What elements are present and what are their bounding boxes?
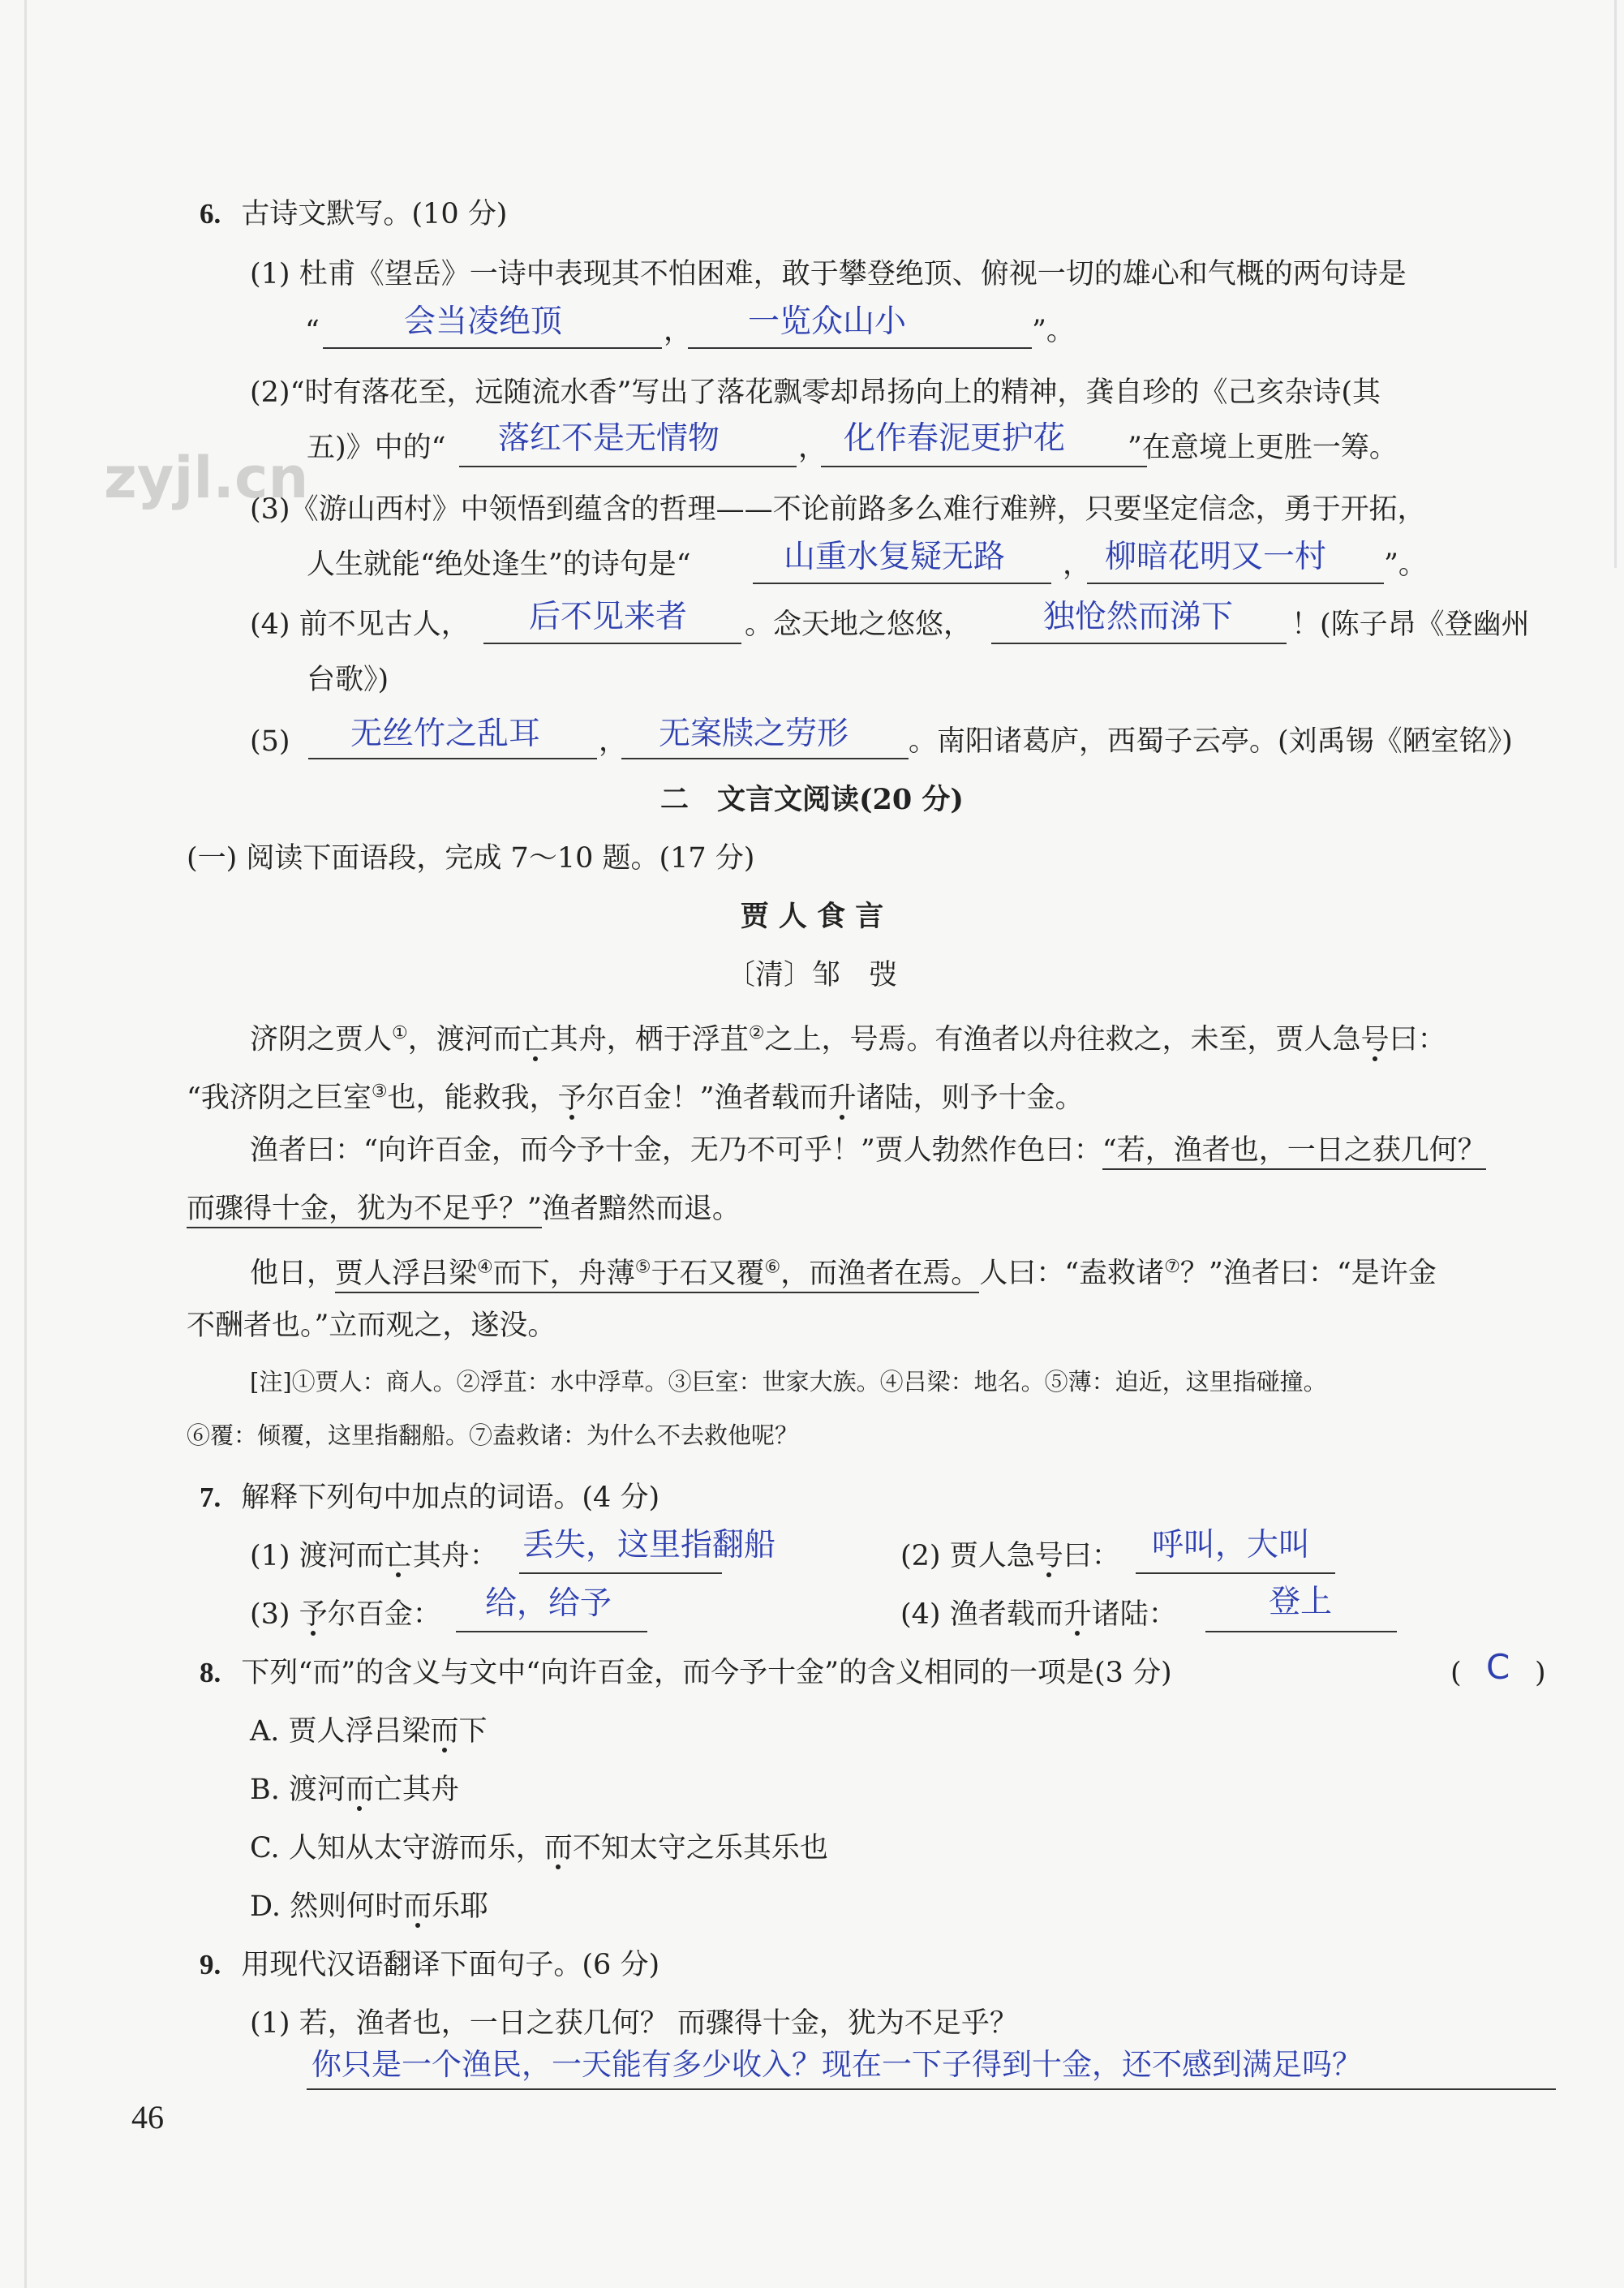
text: 人曰：“盍救诸 — [979, 1257, 1165, 1290]
text: 尔百金： — [327, 1598, 441, 1631]
q7-2-prompt — [900, 1537, 1120, 1576]
q6-2-suffix: ”在意境上更胜一筹。 — [1128, 432, 1398, 464]
question-9-heading — [200, 1946, 659, 1985]
question-title: 用现代汉语翻译下面句子。(6 分) — [241, 1949, 660, 1981]
text: D. 然则何时 — [250, 1890, 404, 1923]
text: (1) 渡河而 — [250, 1540, 385, 1572]
passage-line-2 — [187, 1073, 1084, 1118]
answer-line — [621, 758, 909, 759]
dotted-word: 亡 — [521, 1023, 550, 1056]
q6-2-prompt: (2)“时有落花至，远随流水香”写出了落花飘零却昂扬向上的精神，龚自珍的《己亥杂诗(其 — [250, 376, 1381, 409]
answer-line — [323, 347, 662, 349]
underlined-sentence: 而骤得十金，犹为不足乎？” — [187, 1193, 542, 1228]
handwritten-answer: 呼叫，大叫 — [1152, 1527, 1311, 1563]
part-intro: (一) 阅读下面语段，完成 7～10 题。(17 分) — [187, 842, 755, 875]
comma: ， — [599, 725, 628, 758]
dotted-word: 而 — [543, 1832, 573, 1864]
answer-line — [753, 583, 1051, 584]
page-number: 46 — [131, 2099, 164, 2135]
handwritten-answer: 落红不是无情物 — [498, 420, 720, 457]
q9-1-prompt: (1) 若，渔者也，一日之获几何？ 而骤得十金，犹为不足乎？ — [250, 2007, 1018, 2040]
text: 尔百金！”渔者载而 — [586, 1082, 828, 1115]
question-title: 古诗文默写。(10 分) — [241, 198, 508, 230]
comma: ， — [664, 315, 693, 347]
text: 诸陆： — [1091, 1598, 1177, 1631]
q7-1-prompt — [250, 1537, 498, 1576]
passage-title: 贾 人 食 言 — [740, 900, 884, 933]
option-c — [250, 1829, 828, 1868]
answer-line — [688, 347, 1032, 349]
dotted-word: 而 — [430, 1715, 459, 1748]
text: 乐耶 — [432, 1890, 489, 1923]
footnote-2: ⑥覆：倾覆，这里指翻船。⑦盍救诸：为什么不去救他呢？ — [187, 1421, 799, 1449]
text: 曰： — [1389, 1023, 1446, 1056]
answer-line — [307, 2088, 1556, 2090]
question-number: 6. — [200, 198, 221, 230]
text: (4) 渔者载而 — [900, 1598, 1063, 1631]
underlined-sentence — [335, 1258, 979, 1293]
q6-5-prefix: (5) — [250, 725, 290, 758]
watermark: zyjl.cn — [104, 445, 309, 511]
passage-line-5 — [250, 1248, 1437, 1293]
answer-line — [519, 1572, 722, 1574]
passage-line-3 — [250, 1131, 1486, 1170]
q6-1-prompt: (1) 杜甫《望岳》一诗中表现其不怕困难，敢于攀登绝顶、俯视一切的雄心和气概的两句诗是 — [250, 258, 1407, 290]
q6-4-middle: 。念天地之悠悠， — [745, 609, 973, 641]
text: 而下，舟薄 — [492, 1257, 635, 1290]
section-title: 二 文言文阅读(20 分) — [659, 783, 964, 816]
handwritten-answer: 无案牍之劳形 — [659, 716, 849, 752]
question-6-heading — [200, 195, 507, 234]
dotted-word: 而 — [403, 1890, 432, 1923]
text: 其舟： — [412, 1540, 498, 1572]
footnote-mark: ⑤ — [634, 1257, 651, 1277]
text: 下 — [458, 1715, 488, 1748]
text: B. 渡河 — [250, 1774, 346, 1806]
handwritten-answer: 会当凌绝顶 — [404, 303, 563, 340]
text: A. 贾人浮吕梁 — [250, 1715, 431, 1748]
question-number: 9. — [200, 1949, 221, 1980]
text: “我济阴之巨室 — [187, 1082, 372, 1115]
dotted-word: 予 — [557, 1082, 586, 1115]
text: C. 人知从太守游而乐， — [250, 1832, 544, 1864]
answer-line — [991, 643, 1287, 644]
question-number: 7. — [200, 1482, 221, 1513]
passage-author: 〔清〕邹 弢 — [726, 959, 897, 991]
text: 渔者黯然而退。 — [541, 1193, 741, 1225]
footnote-1: [注]①贾人：商人。②浮苴：水中浮草。③巨室：世家大族。④吕梁：地名。⑤薄：迫近，这里指碰撞。 — [250, 1368, 1327, 1396]
right-scan-edge — [1614, 0, 1617, 568]
handwritten-answer: 柳暗花明又一村 — [1105, 539, 1327, 575]
passage-line-4 — [187, 1189, 741, 1228]
answer-line — [308, 758, 597, 759]
text: (3) — [250, 1598, 299, 1631]
comma: ， — [1063, 548, 1092, 581]
option-d — [250, 1887, 488, 1926]
dotted-word: 号 — [1034, 1540, 1063, 1572]
text: 也，能救我， — [387, 1082, 558, 1115]
footnote-mark: ① — [392, 1023, 408, 1043]
q6-1-open-quote: “ — [305, 315, 320, 347]
left-scan-edge — [24, 0, 27, 2288]
handwritten-answer: 无丝竹之乱耳 — [350, 716, 541, 752]
question-title: 下列“而”的含义与文中“向许百金，而今予十金”的含义相同的一项是(3 分) — [241, 1657, 1172, 1689]
handwritten-answer: 山重水复疑无路 — [784, 539, 1006, 575]
close-quote: ”。 — [1032, 315, 1075, 347]
q7-3-prompt — [250, 1595, 441, 1634]
text: 不知太守之乐其乐也 — [572, 1832, 828, 1864]
q6-4-prefix: (4) 前不见古人， — [250, 609, 470, 641]
answer-bracket-close: ) — [1535, 1657, 1546, 1689]
close-quote: ”。 — [1384, 548, 1427, 581]
q6-5-suffix: 。南阳诸葛庐，西蜀子云亭。(刘禹锡《陋室铭》) — [909, 725, 1513, 758]
dotted-word: 亡 — [384, 1540, 413, 1572]
text: 诸陆，则予十金。 — [856, 1082, 1084, 1115]
handwritten-answer: 你只是一个渔民，一天能有多少收入？现在一下子得到十金，还不感到满足吗？ — [311, 2047, 1362, 2082]
dotted-word: 予 — [299, 1598, 328, 1631]
text: 济阴之贾人 — [250, 1023, 393, 1056]
question-title: 解释下列句中加点的词语。(4 分) — [241, 1482, 660, 1514]
text: 贾人浮吕梁 — [335, 1257, 478, 1290]
underlined-sentence: “若，渔者也，一日之获几何？ — [1102, 1134, 1486, 1170]
q7-4-prompt — [900, 1595, 1177, 1634]
handwritten-answer: 给，给予 — [485, 1585, 612, 1622]
text: 他日， — [250, 1257, 336, 1290]
answer-line — [459, 466, 797, 467]
q6-4-line2: 台歌》) — [307, 664, 389, 696]
comma: ， — [798, 432, 827, 464]
option-a — [250, 1712, 488, 1751]
answer-line — [1205, 1631, 1397, 1632]
handwritten-answer: 独怆然而涕下 — [1043, 599, 1234, 635]
handwritten-answer: 丢失，这里指翻船 — [522, 1527, 776, 1563]
text: (2) 贾人急 — [900, 1540, 1035, 1572]
text: 于石又覆 — [651, 1257, 765, 1290]
text: 之上，号焉。有渔者以舟往救之，未至，贾人急 — [764, 1023, 1361, 1056]
answer-line — [1087, 583, 1384, 584]
text: 曰： — [1063, 1540, 1120, 1572]
passage-line-1 — [250, 1014, 1446, 1060]
text: 亡其舟 — [374, 1774, 460, 1806]
answer-line — [456, 1631, 647, 1632]
footnote-mark: ④ — [477, 1257, 493, 1277]
handwritten-answer: C — [1486, 1647, 1510, 1687]
footnote-mark: ⑥ — [764, 1257, 781, 1277]
dotted-word: 而 — [345, 1774, 374, 1806]
text: ，而渔者在焉。 — [780, 1257, 980, 1290]
answer-line — [483, 643, 741, 644]
text: ？”渔者曰：“是许金 — [1179, 1257, 1437, 1290]
question-8-heading — [200, 1654, 1172, 1692]
question-7-heading — [200, 1478, 659, 1517]
q6-4-suffix: ！(陈子昂《登幽州 — [1291, 609, 1530, 641]
dotted-word: 升 — [827, 1082, 857, 1115]
handwritten-answer: 化作春泥更护花 — [844, 420, 1066, 457]
handwritten-answer: 一览众山小 — [748, 303, 907, 340]
handwritten-answer: 后不见来者 — [529, 599, 688, 635]
footnote-mark: ③ — [371, 1082, 388, 1102]
answer-line — [1136, 1572, 1335, 1574]
option-b — [250, 1770, 459, 1809]
answer-bracket-open: ( — [1450, 1657, 1462, 1689]
answer-line — [821, 466, 1147, 467]
q6-2-prefix: 五)》中的“ — [307, 432, 446, 464]
footnote-mark: ⑦ — [1164, 1257, 1180, 1277]
text: 其舟，栖于浮苴 — [549, 1023, 749, 1056]
q6-3-prompt: (3)《游山西村》中领悟到蕴含的哲理——不论前路多么难行难辨，只要坚定信念，勇于开拓， — [250, 493, 1426, 526]
q6-3-prefix: 人生就能“绝处逢生”的诗句是“ — [307, 548, 691, 581]
passage-line-6: 不酬者也。”立而观之，遂没。 — [187, 1310, 556, 1342]
question-number: 8. — [200, 1657, 221, 1688]
text: 渔者曰：“向许百金，而今予十金，无乃不可乎！”贾人勃然作色曰： — [250, 1134, 1102, 1167]
handwritten-answer: 登上 — [1269, 1584, 1333, 1620]
dotted-word: 号 — [1360, 1023, 1390, 1056]
dotted-word: 升 — [1063, 1598, 1092, 1631]
text: ，渡河而 — [407, 1023, 522, 1056]
footnote-mark: ② — [748, 1023, 765, 1043]
